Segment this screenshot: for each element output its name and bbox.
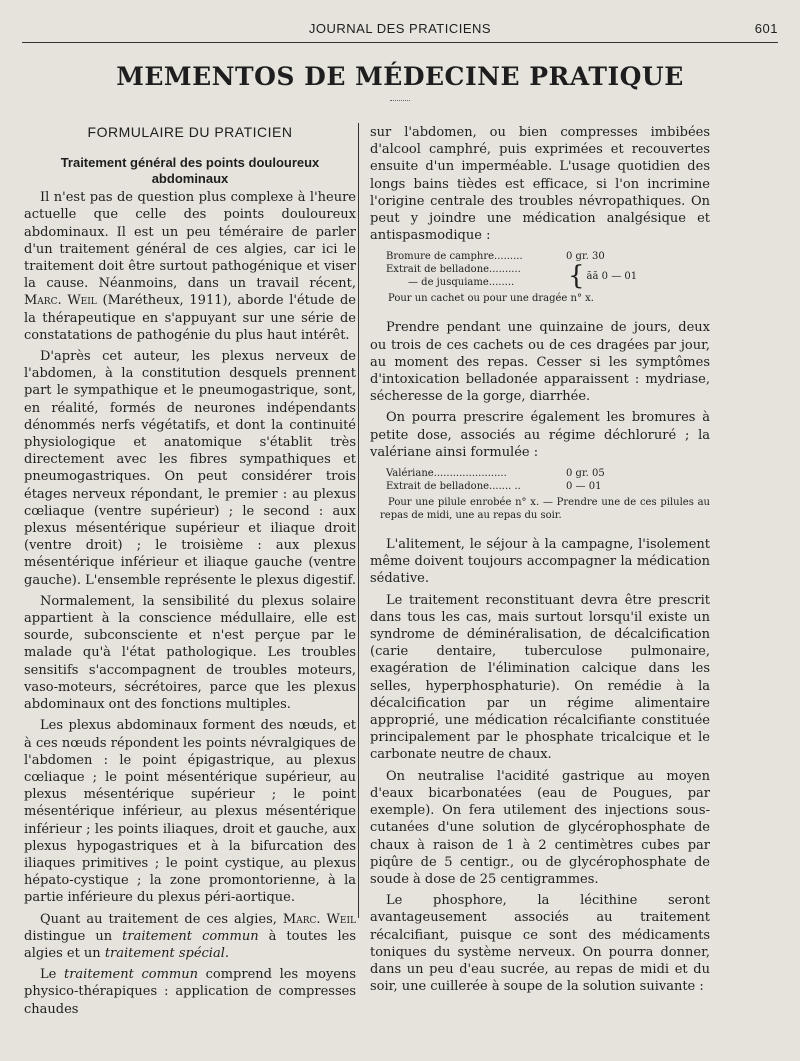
recipe-note: Pour une pilule enrobée n° x. — Prendre une de ces pilules au repas de midi, une au repas du soir. bbox=[380, 497, 710, 522]
column-divider bbox=[358, 123, 359, 918]
title-ornament bbox=[390, 100, 410, 101]
text: Il n'est pas de question plus complexe à l'heure actuelle que celle des points douloureux abdominaux. Il est un peu téméraire de parler d'un traitement général de ces algies, car ici le traitement doit être surtout pathogénique et viser la cause. Néanmoins, dans un travail récent, bbox=[24, 190, 356, 292]
paragraph: On neutralise l'acidité gastrique au moyen d'eaux bicarbonatées (eau de Pougues, par exemple). On fera utilement des injections sous-cutanées d'une solution de glycérophosphate de chaux à raison de 1 à 2 centimètres cubes par piqûre de 5 centigr., ou de glycérophosphate de soude à dose de 25 centigrammes. bbox=[370, 768, 710, 887]
ingredient: Extrait de belladone.......... bbox=[386, 264, 521, 276]
paragraph: sur l'abdomen, ou bien compresses imbibées d'alcool camphré, puis exprimées et recouvertes ensuite d'un imperméable. L'usage quotidien des longs bains tièdes est efficace, si l'on incrimine l'origine centrale des troubles névropathiques. On peut y joindre une médication analgésique et antispasmodique : bbox=[370, 125, 710, 244]
left-column bbox=[24, 124, 356, 1022]
paragraph: Le phosphore, la lécithine seront avantageusement associés au traitement récalcifiant, puisque ce sont des médicaments toniques du système nerveux. On pourra donner, dans un peu d'eau sucrée, au repas de midi et du soir, une cuillerée à soupe de la solution suivante : bbox=[370, 893, 710, 995]
ingredient: Extrait de belladone....... .. bbox=[386, 481, 521, 493]
paragraph: L'alitement, le séjour à la campagne, l'isolement même doivent toujours accompagner la médication sédative. bbox=[370, 537, 710, 587]
page-title: MEMENTOS DE MÉDECINE PRATIQUE bbox=[116, 62, 684, 91]
article-title: Traitement général des points douloureux abdominaux bbox=[60, 155, 320, 187]
prescription-2 bbox=[380, 467, 710, 522]
emphasis: traitement commun bbox=[122, 928, 259, 944]
paragraph bbox=[24, 189, 356, 344]
author-name: Marc. Weil bbox=[282, 911, 356, 927]
right-column bbox=[370, 124, 710, 999]
paragraph: Normalement, la sensibilité du plexus solaire appartient à la conscience médullaire, elle est sourde, subconsciente et n'est perçue par le malade qu'à l'état pathologique. Les troubles sensitifs s'accompagnent de troubles moteurs, vaso-moteurs, sécrétoires, parce que les plexus abdominaux ont des fonctions multiples. bbox=[24, 593, 356, 713]
text: distingue un bbox=[24, 928, 113, 944]
emphasis: traitement commun bbox=[63, 967, 198, 983]
prescription-1 bbox=[386, 250, 710, 305]
dose: ãã 0 — 01 bbox=[586, 270, 638, 282]
paragraph: Le traitement reconstituant devra être prescrit dans tous les cas, mais surtout lorsqu'il existe un syndrome de déminéralisation, de décalcification (carie dentaire, tuberculose pulmonaire, exagération de l'élimination calcique dans les selles, hyperphosphaturie). On remédie à la décalcification par un régime alimentaire approprié, une médication récalcifiante constituée principalement par le phosphate tricalcique et le carbonate neutre de chaux. bbox=[370, 592, 710, 763]
ingredient: — de jusquiame........ bbox=[408, 277, 515, 289]
recipe-line bbox=[386, 250, 710, 263]
paragraph: D'après cet auteur, les plexus nerveux de l'abdomen, à la constitution desquels prennent part le sympathique et le pneumogastrique, sont, en réalité, formés de neurones indépendants dénommés nerfs végétatifs, et dont la continuité physiologique et anatomique s'établit très directement avec les fibres sympathiques et pneumogastriques. On peut considérer trois étages nerveux répondant, le premier : au plexus cœliaque (ventre supérieur) ; le second : aux plexus mésentérique supérieur et iliaque droit (ventre droit) ; le troisième : aux plexus mésentérique inférieur et iliaque gauche (ventre gauche). L'ensemble représente le plexus digestif. bbox=[24, 349, 357, 588]
paragraph bbox=[24, 911, 356, 963]
section-heading: FORMULAIRE DU PRATICIEN bbox=[87, 124, 293, 140]
paragraph bbox=[24, 966, 356, 1018]
dose: 0 gr. 05 bbox=[566, 468, 605, 480]
paragraph: On pourra prescrire également les bromures à petite dose, associés au régime déchloruré ; la valériane ainsi formulée : bbox=[370, 410, 710, 460]
dose: 0 gr. 30 bbox=[566, 251, 605, 263]
dose: 0 — 01 bbox=[566, 481, 602, 493]
page-number: 601 bbox=[754, 21, 778, 36]
emphasis: traitement spécial. bbox=[104, 945, 230, 961]
paragraph: Prendre pendant une quinzaine de jours, deux ou trois de ces cachets ou de ces dragées par jour, au moment des repas. Cesser si les symptômes d'intoxication belladonée apparaissent : mydriase, sécheresse de la gorge, diarrhée. bbox=[370, 320, 710, 405]
text: à toutes les algies et un bbox=[24, 928, 356, 961]
recipe-line bbox=[386, 480, 710, 493]
text: Le bbox=[40, 967, 57, 983]
paragraph: Les plexus abdominaux forment des nœuds, et à ces nœuds répondent les points névralgiques de l'abdomen : le point épigastrique, au plexus cœliaque ; le point mésentérique supérieur, au plexus mésentérique supérieur ; le point mésentérique inférieur, au plexus mésentérique inférieur ; les points iliaques, droit et gauche, aux plexus hypogastriques et à la bifurcation des iliaques primitives ; le point cystique, au plexus hépato-cystique ; la zone promontorienne, à la partie inférieure du plexus péri-aortique. bbox=[24, 718, 356, 906]
brace: { bbox=[568, 261, 585, 292]
text: (Marétheux, 1911), aborde l'étude de la thérapeutique en s'appuyant sur une série de constatations de pathogénie du plus haut intérêt. bbox=[24, 293, 357, 343]
recipe-group bbox=[386, 261, 710, 292]
journal-title: JOURNAL DES PRATICIENS bbox=[308, 21, 492, 36]
recipe-line bbox=[386, 467, 710, 480]
ingredient: Bromure de camphre......... bbox=[386, 251, 523, 263]
author-name: Marc. Weil bbox=[24, 293, 97, 309]
text: comprend les moyens physico-thérapiques : application de compresses chaudes bbox=[24, 967, 356, 1017]
running-header bbox=[22, 18, 778, 43]
text: Quant au traitement de ces algies, bbox=[40, 911, 277, 927]
recipe-note: Pour un cachet ou pour une dragée n° x. bbox=[388, 293, 594, 305]
ingredient-group bbox=[386, 263, 566, 289]
ingredient: Valériane....................... bbox=[386, 468, 507, 480]
